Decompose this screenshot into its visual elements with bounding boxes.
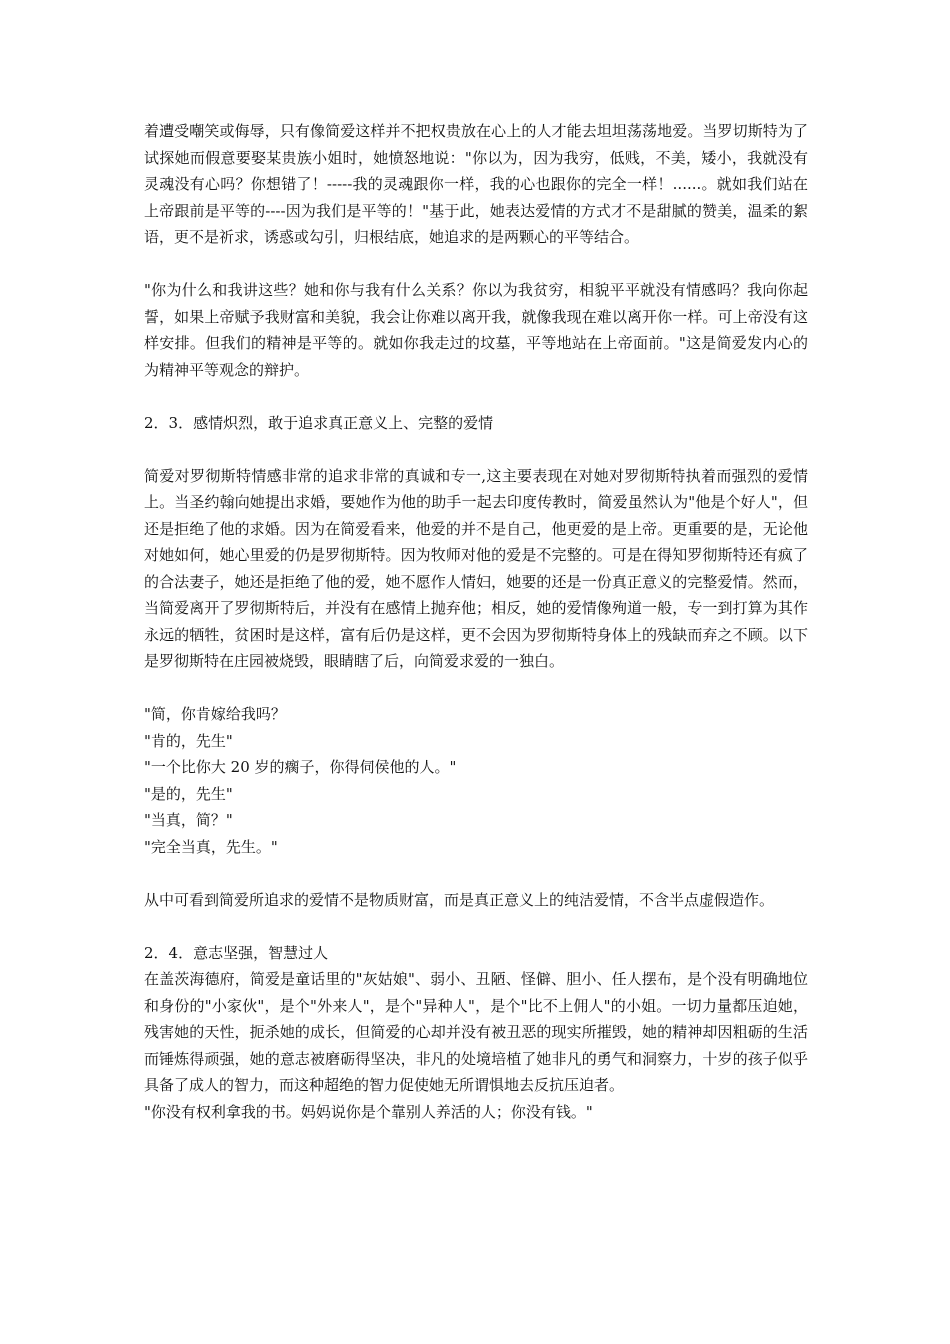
- paragraph-gap: [144, 675, 808, 702]
- dialogue-line: "肯的，先生": [144, 731, 233, 750]
- paragraph-gap: [144, 860, 808, 887]
- document-body: [144, 118, 808, 1125]
- dialogue-line: "简，你肯嫁给我吗？: [144, 705, 286, 723]
- paragraph-gap: [144, 436, 808, 463]
- paragraph-quote-equality: "你为什么和我讲这些？她和你与我有什么关系？你以为我贫穷，相貌平平就没有情感吗？我向你起誓，如果上帝赋予我财富和美貌，我会让你难以离开我，就像我现在难以离开你一样。可上帝没有这样安排。但我们的精神是平等的。就如你我走过的坟墓，平等地站在上帝面前。"这是简爱发内心的为精神平等观念的辩护。: [144, 281, 808, 379]
- paragraph-gap: [144, 383, 808, 410]
- section-heading-2-3: 2．3．感情炽烈，敢于追求真正意义上、完整的爱情: [144, 413, 494, 432]
- paragraph-devotion: 简爱对罗彻斯特情感非常的追求非常的真诚和专一,这主要表现在对她对罗彻斯特执着而强烈的爱情上。当圣约翰向她提出求婚，要她作为他的助手一起去印度传教时，简爱虽然认为"他是个好人"，但还是拒绝了他的求婚。因为在简爱看来，他爱的并不是自己，他更爱的是上帝。更重要的是，无论他对她如何，她心里爱的仍是罗彻斯特。因为牧师对他的爱是不完整的。可是在得知罗彻斯特还有疯了的合法妻子，她还是拒绝了他的爱，她不愿作人情妇，她要的还是一份真正意义的完整爱情。然而，当简爱离开了罗彻斯特后，并没有在感情上抛弃他；相反，她的爱情像殉道一般，专一到打算为其作永远的牺牲，贫困时是这样，富有后仍是这样，更不会因为罗彻斯特身体上的残缺而弃之不顾。以下是罗彻斯特在庄园被烧毁，眼睛瞎了后，向简爱求爱的一独白。: [144, 466, 808, 670]
- section-heading-2-4: 2．4．意志坚强，智慧过人: [144, 943, 329, 962]
- paragraph-gap: [144, 251, 808, 278]
- dialogue-line: "一个比你大 20 岁的瘸子，你得伺侯他的人。": [144, 758, 457, 776]
- dialogue-line: "完全当真，先生。": [144, 837, 278, 856]
- dialogue-line: "当真，简？": [144, 811, 233, 829]
- paragraph-conclusion: 从中可看到简爱所追求的爱情不是物质财富，而是真正意义上的纯洁爱情，不含半点虚假造作。: [144, 890, 775, 909]
- dialogue-line: "是的，先生": [144, 784, 233, 803]
- paragraph-equal-love: 着遭受嘲笑或侮辱，只有像简爱这样并不把权贵放在心上的人才能去坦坦荡荡地爱。当罗切斯特为了试探她而假意要娶某贵族小姐时，她愤怒地说："你以为，因为我穷，低贱，不美，矮小，我就没有灵魂没有心吗？你想错了！-----我的灵魂跟你一样，我的心也跟你的完全一样！......。就如我们站在上帝跟前是平等的----因为我们是平等的！"基于此，她表达爱情的方式才不是甜腻的赞美，温柔的絮语，更不是祈求，诱惑或勾引，归根结底，她追求的是两颗心的平等结合。: [144, 122, 808, 246]
- paragraph-gap: [144, 913, 808, 940]
- paragraph-strong-will: 在盖茨海德府，简爱是童话里的"灰姑娘"、弱小、丑陋、怪僻、胆小、任人摆布，是个没有明确地位和身份的"小家伙"，是个"外来人"，是个"异种人"，是个"比不上佣人"的小姐。一切力量都压迫她，残害她的天性，扼杀她的成长，但简爱的心却并没有被丑恶的现实所摧毁，她的精神却因粗砺的生活而锤炼得顽强，她的意志被磨砺得坚决，非凡的处境培植了她非凡的勇气和洞察力，十岁的孩子似乎具备了成人的智力，而这种超绝的智力促使她无所谓惧地去反抗压迫者。: [144, 970, 808, 1094]
- paragraph-quote-books: "你没有权利拿我的书。妈妈说你是个靠别人养活的人；你没有钱。": [144, 1102, 593, 1121]
- dialogue-block: [144, 701, 808, 860]
